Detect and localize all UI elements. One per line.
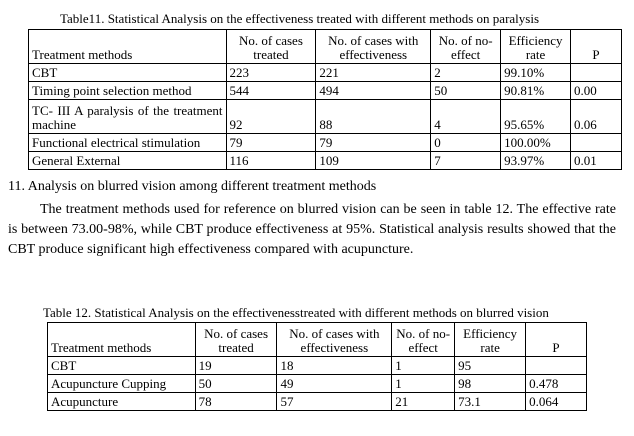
table-cell: 0.00	[571, 82, 622, 100]
table12	[47, 322, 587, 411]
table-cell: 95.65%	[501, 100, 571, 134]
table-cell: Acupuncture	[48, 393, 196, 411]
table-cell: 0.01	[571, 152, 622, 170]
table11-header-effective: No. of cases with effectiveness	[316, 30, 431, 64]
body-paragraph: The treatment methods used for reference on blurred vision can be seen in table 12. The effective rate is between 73.00-98%, while CBT produce effectiveness at 95%. Statistical analysis results showed that the CBT produce significant high effectiveness compared with acupuncture.	[8, 202, 616, 257]
table11-header-method: Treatment methods	[29, 30, 227, 64]
table-cell: 92	[226, 100, 316, 134]
table-cell: 544	[226, 82, 316, 100]
table-cell: Acupuncture Cupping	[48, 375, 196, 393]
table-cell: 50	[431, 82, 501, 100]
table-cell: 0.478	[526, 375, 587, 393]
table-cell	[526, 357, 587, 375]
table-cell: Functional electrical stimulation	[29, 134, 227, 152]
table11-header-rate: Efficiency rate	[501, 30, 571, 64]
table-cell: 79	[226, 134, 316, 152]
table-row	[48, 393, 587, 411]
table-cell: 19	[195, 357, 277, 375]
table-cell	[571, 134, 622, 152]
table-row	[48, 357, 587, 375]
table-cell: 88	[316, 100, 431, 134]
table-row	[29, 100, 622, 134]
table-cell: 1	[392, 357, 455, 375]
table12-header-cases: No. of cases treated	[195, 323, 277, 357]
table12-header-row	[48, 323, 587, 357]
table-cell: 73.1	[455, 393, 526, 411]
table11-header-cases: No. of cases treated	[226, 30, 316, 64]
table11-header-p: P	[571, 30, 622, 64]
table12-header-effective: No. of cases with effectiveness	[277, 323, 392, 357]
table-cell: CBT	[48, 357, 196, 375]
table-row	[29, 134, 622, 152]
table12-caption: Table 12. Statistical Analysis on the effectivenesstreated with different methods on blurred vision	[43, 305, 549, 320]
table-cell: 21	[392, 393, 455, 411]
table-cell	[571, 64, 622, 82]
table-cell: 7	[431, 152, 501, 170]
table11-header-row	[29, 30, 622, 64]
table-row	[29, 64, 622, 82]
table-cell: CBT	[29, 64, 227, 82]
table-cell: 2	[431, 64, 501, 82]
table-cell: 18	[277, 357, 392, 375]
section-heading: 11. Analysis on blurred vision among different treatment methods	[8, 179, 377, 194]
table11-caption: Table11. Statistical Analysis on the effectiveness treated with different methods on paralysis	[60, 11, 540, 26]
table-cell: 0	[431, 134, 501, 152]
table11-header-no-effect: No. of no-effect	[431, 30, 501, 64]
table-cell: 99.10%	[501, 64, 571, 82]
table-cell: 78	[195, 393, 277, 411]
table-cell: 223	[226, 64, 316, 82]
table-row	[48, 375, 587, 393]
table-cell: 109	[316, 152, 431, 170]
table-cell: 221	[316, 64, 431, 82]
table-cell: 49	[277, 375, 392, 393]
table12-header-no-effect: No. of no-effect	[392, 323, 455, 357]
table-cell: 90.81%	[501, 82, 571, 100]
table-cell: Timing point selection method	[29, 82, 227, 100]
table-cell: TC- III A paralysis of the treatment machine	[29, 100, 227, 134]
table-cell: 0.064	[526, 393, 587, 411]
table-row	[29, 82, 622, 100]
table-cell: 1	[392, 375, 455, 393]
table12-header-method: Treatment methods	[48, 323, 196, 357]
table-cell: 50	[195, 375, 277, 393]
table-cell: 4	[431, 100, 501, 134]
table-cell: 98	[455, 375, 526, 393]
table-row	[29, 152, 622, 170]
table-cell: 100.00%	[501, 134, 571, 152]
table-cell: 494	[316, 82, 431, 100]
table-cell: 57	[277, 393, 392, 411]
table-cell: 0.06	[571, 100, 622, 134]
table12-header-rate: Efficiency rate	[455, 323, 526, 357]
table11	[28, 29, 622, 170]
table-cell: 93.97%	[501, 152, 571, 170]
table-cell: 116	[226, 152, 316, 170]
table-cell: General External	[29, 152, 227, 170]
table12-header-p: P	[526, 323, 587, 357]
table-cell: 79	[316, 134, 431, 152]
table-cell: 95	[455, 357, 526, 375]
